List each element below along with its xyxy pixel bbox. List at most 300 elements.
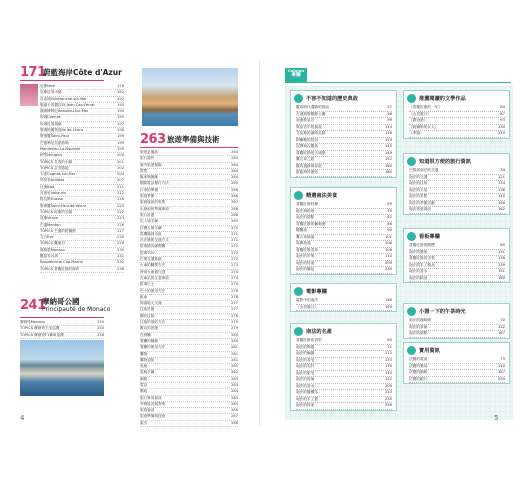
column-icon bbox=[407, 346, 416, 355]
list-item-label: 旅行證件 bbox=[140, 156, 155, 161]
column-rule bbox=[285, 82, 511, 83]
column-tab-label: Column bbox=[287, 68, 305, 73]
list-item-label: 《山居歲月》 bbox=[409, 111, 432, 116]
list-item-label: 普羅旺斯的古城堡 bbox=[296, 150, 326, 155]
list-item-label: 芒通Menton bbox=[40, 222, 61, 227]
list-item-label: 瓦洛里Vallauris bbox=[40, 191, 66, 196]
list-item-label: 羅馬遺跡保存區 bbox=[296, 163, 322, 168]
column-icon bbox=[294, 327, 303, 336]
column-icon bbox=[294, 191, 303, 200]
list-item-page: 213 bbox=[384, 390, 392, 394]
list-item-label: 貨幣 bbox=[140, 168, 148, 173]
column-box-title: 精選南法美食 bbox=[306, 192, 338, 199]
list-item-page: 86 bbox=[387, 221, 392, 226]
list-item-page: 288 bbox=[231, 420, 238, 425]
list-item-label: 《喬治桑》 bbox=[409, 118, 428, 122]
list-item-label: 搭乘TGV bbox=[140, 250, 155, 255]
list-item-label: 退稅手續 bbox=[140, 370, 155, 375]
column-box bbox=[403, 153, 510, 215]
list-item-page: 160 bbox=[384, 163, 392, 168]
list-item-page: 268 bbox=[231, 206, 238, 211]
list-item-page: 187 bbox=[497, 370, 505, 374]
list-item-page: 136 bbox=[497, 256, 505, 260]
list-item-page: 145 bbox=[497, 194, 505, 198]
list-item-label: 南法的交通 bbox=[409, 174, 428, 179]
section-263-rule bbox=[140, 147, 238, 148]
list-item-page: 259 bbox=[497, 376, 505, 381]
column-box bbox=[290, 90, 397, 178]
list-item-label: TOPICS 摩納哥王室巡禮 bbox=[20, 326, 60, 331]
list-item-label: 《阿爾勒的女人》 bbox=[409, 124, 439, 129]
list-item-label: TOPICS 芬芳勝地 bbox=[40, 165, 69, 170]
list-item-page: 231 bbox=[117, 254, 124, 259]
list-item-page: 70 bbox=[500, 318, 505, 322]
list-item-page: 271 bbox=[231, 238, 238, 243]
list-item-label: 橄欖油 bbox=[296, 228, 308, 232]
list-item-label: 南法的麵包 bbox=[296, 267, 315, 271]
list-item-page: 108 bbox=[384, 247, 392, 252]
list-item-label: 格拉斯Grasse bbox=[40, 197, 64, 202]
list-item-label: 巴黎到南法的交通 bbox=[409, 168, 439, 172]
list-item-label: 《季節》 bbox=[409, 131, 424, 135]
list-item-label: TOPICS 摩納哥F1賽車巡禮 bbox=[20, 332, 64, 337]
list-item-label: 自由城Villefranche-sur-Mer bbox=[40, 96, 87, 101]
column-box-title: 不容不知道的歷史典故 bbox=[306, 95, 358, 102]
column-box-header bbox=[291, 188, 396, 202]
list-item-page: 106 bbox=[384, 241, 392, 245]
list-item-label: 飯店的設施 bbox=[140, 326, 158, 331]
list-item-page: 207 bbox=[117, 178, 124, 183]
column-icon bbox=[294, 287, 303, 296]
list-item bbox=[296, 403, 392, 410]
list-item-label: 南法的布料 bbox=[296, 364, 315, 368]
list-item-label: 旅遊資訊的收集 bbox=[140, 200, 166, 205]
list-item-page: 71 bbox=[387, 344, 392, 349]
list-item-label: 地中海料理 bbox=[296, 208, 315, 213]
list-item-page: 268 bbox=[231, 212, 238, 217]
section-241-list bbox=[20, 320, 104, 339]
list-item-page: 98 bbox=[387, 111, 392, 116]
list-item-page: 187 bbox=[497, 331, 505, 335]
list-item-label: 使用火車通行證 bbox=[140, 269, 166, 274]
list-item-page: 149 bbox=[384, 150, 392, 155]
list-item-label: 法國的網路 bbox=[409, 370, 428, 374]
list-item-page: 220 bbox=[117, 203, 124, 208]
list-item-page: 133 bbox=[384, 357, 392, 362]
list-item-page: 273 bbox=[231, 263, 238, 268]
list-item-page: 283 bbox=[231, 376, 238, 381]
list-item-label: 餐廳的種類 bbox=[140, 338, 158, 343]
list-item-label: TOPICS 鷹巢村 bbox=[40, 241, 65, 246]
list-item-page: 283 bbox=[231, 382, 238, 387]
list-item-page: 151 bbox=[497, 269, 505, 273]
list-item-page: 269 bbox=[231, 219, 238, 224]
list-item bbox=[296, 170, 392, 177]
list-item-page: 264 bbox=[231, 150, 238, 154]
list-item bbox=[409, 276, 505, 283]
list-item-label: 搭乘國內線飛機 bbox=[140, 244, 166, 249]
list-item-page: 139 bbox=[384, 364, 392, 368]
column-icon bbox=[407, 157, 416, 166]
list-item-label: 普羅旺斯的市集 bbox=[409, 256, 435, 260]
list-item-label: 普羅旺斯香草 bbox=[296, 247, 319, 252]
section-171-rule bbox=[20, 80, 104, 81]
list-item-label: 蔚藍海岸歷史 bbox=[296, 170, 319, 174]
list-item-label: 南法的茶館 bbox=[409, 324, 428, 329]
list-item-page: 264 bbox=[231, 156, 238, 161]
section-241-title bbox=[42, 298, 110, 314]
list-item-label: 巴黎交通系統 bbox=[140, 257, 162, 262]
list-item-label: 租車 bbox=[140, 294, 148, 299]
list-item-label: 瑪格蒙Monaco bbox=[40, 247, 65, 252]
list-item-page: 232 bbox=[117, 260, 124, 265]
list-item-label: 南法的藝術 bbox=[409, 249, 428, 254]
list-item-page: 165 bbox=[384, 304, 392, 309]
list-item-label: Roquebrune-Cap-Martin bbox=[40, 260, 83, 265]
list-item-page: 266 bbox=[231, 187, 238, 192]
list-item-label: 索引 bbox=[140, 420, 148, 425]
list-item-label: 網路 bbox=[140, 376, 148, 381]
list-item-page: 199 bbox=[117, 140, 124, 145]
list-item-page: 129 bbox=[384, 137, 392, 142]
list-item-label: 南法的天氣 bbox=[409, 187, 428, 192]
list-item-page: 279 bbox=[231, 320, 238, 325]
list-item-page: 84 bbox=[500, 105, 505, 109]
list-item-label: 南法的市集 bbox=[296, 254, 315, 258]
menton-town-photo bbox=[142, 68, 238, 126]
section-241-rule bbox=[20, 317, 104, 318]
section-171-title: 蔚藍海岸Côte d'Azur bbox=[43, 68, 122, 77]
list-item-label: 法國的郵局 bbox=[409, 363, 428, 368]
section-241-number: 241 bbox=[20, 298, 46, 313]
list-item bbox=[409, 377, 505, 384]
list-item-label: 在法國的交通方式 bbox=[140, 238, 169, 243]
list-item-page: 201 bbox=[117, 159, 124, 164]
list-item-label: 旅遊必備品 bbox=[140, 150, 158, 154]
list-item-label: 購物 bbox=[140, 351, 148, 356]
list-item-page: 199 bbox=[117, 146, 124, 151]
list-item-page: 73 bbox=[500, 357, 505, 361]
list-item-label: 南法的香水 bbox=[296, 383, 315, 388]
column-box bbox=[403, 90, 510, 139]
column-box-header bbox=[404, 343, 509, 357]
list-item-page: 140 bbox=[497, 363, 505, 368]
list-item-page: 287 bbox=[231, 414, 238, 419]
section-171-number: 171 bbox=[20, 65, 46, 80]
list-item-page: 277 bbox=[231, 307, 238, 312]
column-box-header bbox=[404, 304, 509, 318]
list-item-label: 《普羅旺斯的一年》 bbox=[409, 105, 443, 109]
list-item-page: 280 bbox=[231, 332, 238, 337]
list-item-label: 在車站的注意事項 bbox=[140, 275, 169, 280]
list-item bbox=[20, 333, 104, 339]
list-item-label: 法國的銀行 bbox=[409, 376, 428, 381]
list-item-page: 258 bbox=[97, 332, 104, 337]
monaco-harbor-photo bbox=[20, 340, 104, 396]
column-box-header bbox=[291, 91, 396, 105]
list-item-page: 228 bbox=[117, 235, 124, 240]
list-item-page: 126 bbox=[384, 131, 392, 135]
list-item-page: 57 bbox=[387, 105, 392, 109]
list-item-label: 法國入境手續 bbox=[140, 225, 162, 230]
column-box-title: 推薦閱讀的文學作品 bbox=[419, 95, 466, 102]
column-box bbox=[290, 323, 397, 411]
list-item bbox=[409, 131, 505, 138]
list-item-page: 275 bbox=[231, 282, 238, 287]
list-item-label: 旺斯Vence bbox=[40, 216, 59, 221]
column-box-list bbox=[404, 318, 509, 338]
list-item-label: 南法的香皂 bbox=[296, 357, 315, 362]
list-item-label: 南法的橄欖木 bbox=[296, 390, 319, 394]
list-item bbox=[296, 267, 392, 274]
list-item-label: 購物須知 bbox=[140, 357, 155, 362]
list-item-page: 222 bbox=[117, 209, 124, 214]
list-item-label: 摩納哥Monaco bbox=[20, 320, 45, 324]
list-item-label: 南法的景點 bbox=[409, 194, 428, 198]
list-item-page: 280 bbox=[231, 338, 238, 343]
list-item-label: 南法的甜點 bbox=[296, 215, 315, 219]
column-box-list bbox=[291, 338, 396, 410]
list-item-page: 182 bbox=[117, 90, 124, 95]
list-item-page: 211 bbox=[117, 184, 124, 189]
list-item-page: 264 bbox=[231, 168, 238, 173]
list-item-label: 電影中的南法 bbox=[296, 298, 319, 302]
list-item-label: 在餐廳 bbox=[140, 332, 151, 337]
list-item bbox=[409, 207, 505, 214]
column-icon bbox=[407, 232, 416, 241]
list-item-label: 南法的手工藝品 bbox=[409, 262, 435, 267]
list-item-page: 180 bbox=[497, 275, 505, 280]
list-item-page: 209 bbox=[384, 260, 392, 265]
list-item-label: 南法的住宿 bbox=[409, 181, 428, 185]
column-box-header bbox=[404, 229, 509, 243]
list-item-label: 比奧Biot bbox=[40, 184, 55, 189]
list-item-label: 濱海博利厄Beaulieu-sur-Mer bbox=[40, 109, 89, 114]
list-item-label: 昂蒂布Antibes bbox=[40, 178, 65, 183]
list-item bbox=[296, 305, 392, 312]
list-item-page: 194 bbox=[117, 109, 124, 114]
list-item-page: 202 bbox=[117, 165, 124, 170]
list-item-label: 旅遊會話 bbox=[140, 408, 155, 413]
nice-photo bbox=[20, 84, 38, 106]
section-241-title-sub: Principauté de Monaco bbox=[42, 306, 111, 313]
list-item-label: 艾日Èze bbox=[40, 235, 54, 240]
list-item-page: 281 bbox=[231, 345, 238, 350]
list-item-label: 住宿設施 bbox=[140, 307, 155, 312]
list-item-page: 264 bbox=[231, 162, 238, 167]
list-item-label: 南法的特產 bbox=[296, 260, 315, 265]
list-item-label: 《山居歲月》 bbox=[296, 304, 319, 309]
list-item-page: 272 bbox=[231, 250, 238, 255]
list-item-label: 前進教皇宮 bbox=[296, 118, 315, 122]
list-item-page: 34 bbox=[500, 168, 505, 172]
list-item-label: 匯率與換匯 bbox=[140, 175, 158, 180]
list-item-page: 276 bbox=[231, 288, 238, 293]
list-item-page: 139 bbox=[497, 262, 505, 267]
page-number-left: 4 bbox=[20, 414, 25, 422]
list-item-label: 聖讓卡普費拉St-Jean-Cap-Ferrat bbox=[40, 102, 95, 107]
section-263-number: 263 bbox=[140, 132, 166, 147]
list-item-page: 278 bbox=[231, 313, 238, 318]
list-item-page: 152 bbox=[384, 377, 392, 381]
list-item-page: 281 bbox=[231, 351, 238, 356]
column-icon bbox=[407, 307, 416, 316]
list-item-page: 285 bbox=[231, 401, 238, 406]
list-item-label: 南法的肥皂 bbox=[296, 370, 315, 375]
list-item-page: 79 bbox=[387, 208, 392, 213]
list-item-label: 南法的精油 bbox=[409, 275, 428, 280]
list-item-page: 178 bbox=[117, 84, 124, 88]
list-item-label: 海外旅遊保險 bbox=[140, 162, 162, 167]
column-box bbox=[403, 342, 510, 384]
section-171-list bbox=[40, 84, 124, 273]
section-263-title: 旅遊準備與技術 bbox=[167, 135, 220, 144]
list-item-page: 212 bbox=[117, 191, 124, 196]
list-item-page: 265 bbox=[231, 181, 238, 186]
list-item-page: 223 bbox=[117, 216, 124, 221]
list-item-label: 南法的香水 bbox=[409, 269, 428, 273]
list-item-page: 60 bbox=[387, 338, 392, 342]
list-item-label: 南法的玻璃 bbox=[296, 377, 315, 381]
list-item-label: 聖保羅Saint-Paul bbox=[40, 134, 69, 139]
list-item-page: 99 bbox=[387, 118, 392, 122]
list-item-page: 204 bbox=[117, 172, 124, 177]
list-item-page: 146 bbox=[384, 298, 392, 302]
column-box-list bbox=[404, 105, 509, 138]
list-item-page: 272 bbox=[231, 257, 238, 262]
column-box bbox=[290, 187, 397, 275]
column-box-header bbox=[404, 154, 509, 168]
list-item-page: 235 bbox=[384, 396, 392, 401]
list-item-label: 普羅旺斯的香料 bbox=[296, 338, 322, 342]
list-item-page: 216 bbox=[117, 197, 124, 202]
list-item-label: 國際電話撥打方法 bbox=[140, 181, 169, 186]
list-item-page: 131 bbox=[497, 249, 505, 254]
list-item-label: 普羅旺斯的葡萄酒 bbox=[296, 221, 326, 226]
list-item-label: 法國的電話 bbox=[409, 357, 428, 361]
list-item-page: 281 bbox=[231, 364, 238, 369]
list-item-label: 艾克斯的塞尚足跡 bbox=[296, 131, 326, 135]
list-item-label: 火車的購票方法 bbox=[140, 263, 166, 268]
list-item-page: 192 bbox=[117, 96, 124, 101]
list-item-label: 電話 bbox=[140, 382, 148, 387]
list-item-page: 93 bbox=[500, 118, 505, 122]
list-item-page: 121 bbox=[497, 174, 505, 179]
column-box bbox=[290, 283, 397, 312]
column-box-title: 電影專欄 bbox=[306, 288, 327, 295]
list-item-page: 162 bbox=[497, 207, 505, 211]
list-item-label: 南法的編織 bbox=[296, 351, 315, 355]
list-item-label: 南法的咖啡館 bbox=[409, 318, 432, 322]
list-item-page: 160 bbox=[497, 200, 505, 205]
list-item-label: 免稅 bbox=[140, 364, 148, 369]
list-item-page: 284 bbox=[231, 389, 238, 394]
list-item-label: 和當地人交流 bbox=[140, 301, 162, 306]
list-item-label: 薰衣草之路 bbox=[296, 157, 315, 161]
list-item-page: 279 bbox=[231, 326, 238, 331]
list-item-page: 235 bbox=[384, 267, 392, 271]
list-item-label: 出發前的準備事項 bbox=[140, 206, 169, 211]
column-box-title: 小憩一下的午茶時光 bbox=[419, 308, 466, 315]
list-item-label: 南法的陶器 bbox=[296, 344, 315, 349]
list-item-label: 古城與聖殿騎士團 bbox=[296, 111, 326, 116]
column-box-title: 實用資訊 bbox=[419, 347, 440, 354]
list-item-label: 羅馬時代遺跡的探訪 bbox=[296, 105, 330, 109]
column-tab-sub: 專欄 bbox=[291, 73, 301, 78]
list-item-page: 140 bbox=[384, 370, 392, 375]
list-item-page: 145 bbox=[384, 144, 392, 148]
list-item-label: 從機場到市區 bbox=[140, 231, 162, 236]
list-item bbox=[40, 267, 124, 273]
list-item-page: 195 bbox=[117, 115, 124, 120]
list-item-page: 226 bbox=[117, 222, 124, 227]
list-item-page: 270 bbox=[231, 225, 238, 230]
column-box-list bbox=[404, 357, 509, 383]
list-item-label: 坎城Cannes bbox=[40, 115, 61, 120]
list-item-label: 旅行計畫 bbox=[140, 212, 155, 217]
list-item-page: 284 bbox=[231, 395, 238, 400]
list-item-page: 255 bbox=[97, 326, 104, 331]
list-item-label: 普羅旺斯料理 bbox=[296, 202, 319, 206]
list-item-label: 餐廳的使用方法 bbox=[140, 345, 166, 350]
list-item-page: 114 bbox=[384, 124, 392, 129]
column-box-list bbox=[291, 202, 396, 274]
list-item bbox=[409, 331, 505, 338]
list-item-page: 286 bbox=[231, 408, 238, 413]
list-item-label: 阿爾勒的梵谷 bbox=[296, 137, 319, 142]
list-item-label: TOPICS 普羅旺斯的海岸 bbox=[40, 266, 80, 271]
list-item-page: 59 bbox=[387, 202, 392, 206]
list-item-page: 180 bbox=[384, 170, 392, 174]
list-item-page: 277 bbox=[231, 301, 238, 306]
column-icon bbox=[407, 94, 416, 103]
list-item-page: 193 bbox=[117, 102, 124, 107]
list-item-label: 南法的手工藝 bbox=[296, 396, 319, 401]
list-item bbox=[140, 421, 238, 427]
list-item-label: 旅行實用資訊 bbox=[140, 395, 162, 400]
list-item-page: 198 bbox=[117, 128, 124, 133]
list-item-label: 馬賽魚湯 bbox=[296, 241, 311, 245]
list-item-label: 聖瑪格麗特島Île de Lérins bbox=[40, 128, 84, 133]
list-item-label: 南法的甜點 bbox=[409, 331, 428, 335]
list-item-page: 229 bbox=[117, 241, 124, 246]
list-item-label: 穆然Mougins bbox=[40, 153, 63, 158]
list-item-label: 聖保羅Saint-Paul-de-Vence bbox=[40, 203, 87, 208]
list-item-label: 尼斯近郊小鎮 bbox=[40, 90, 62, 95]
list-item-label: 旅遊季節 bbox=[140, 194, 155, 199]
column-box-title: 南法的名產 bbox=[306, 328, 332, 335]
list-item-page: 281 bbox=[231, 357, 238, 362]
column-box-header bbox=[404, 91, 509, 105]
list-item-page: 80 bbox=[500, 243, 505, 247]
section-263-list bbox=[140, 150, 238, 427]
list-item-label: 羅屈布呂訥 bbox=[40, 254, 58, 259]
column-box-title: 看板專欄 bbox=[419, 233, 440, 240]
list-item-page: 112 bbox=[384, 351, 392, 355]
list-item-label: 旅遊準備與技術 bbox=[140, 414, 166, 419]
list-item-label: 尼姆與古羅馬 bbox=[296, 144, 319, 148]
list-item-label: 住宿的預約方法 bbox=[140, 320, 166, 325]
list-item-page: 90 bbox=[387, 228, 392, 232]
list-item-label: 普羅旺斯的路標 bbox=[409, 243, 435, 247]
list-item-page: 136 bbox=[497, 187, 505, 192]
column-box-list bbox=[291, 105, 396, 177]
list-item-label: Mandelieu-La-Napoule bbox=[40, 146, 81, 151]
column-box-list bbox=[404, 168, 509, 214]
list-item-label: 出入境手續 bbox=[140, 219, 158, 224]
list-item-label: 南法的季節活動 bbox=[409, 200, 435, 205]
list-item-label: 郵政 bbox=[140, 389, 148, 394]
